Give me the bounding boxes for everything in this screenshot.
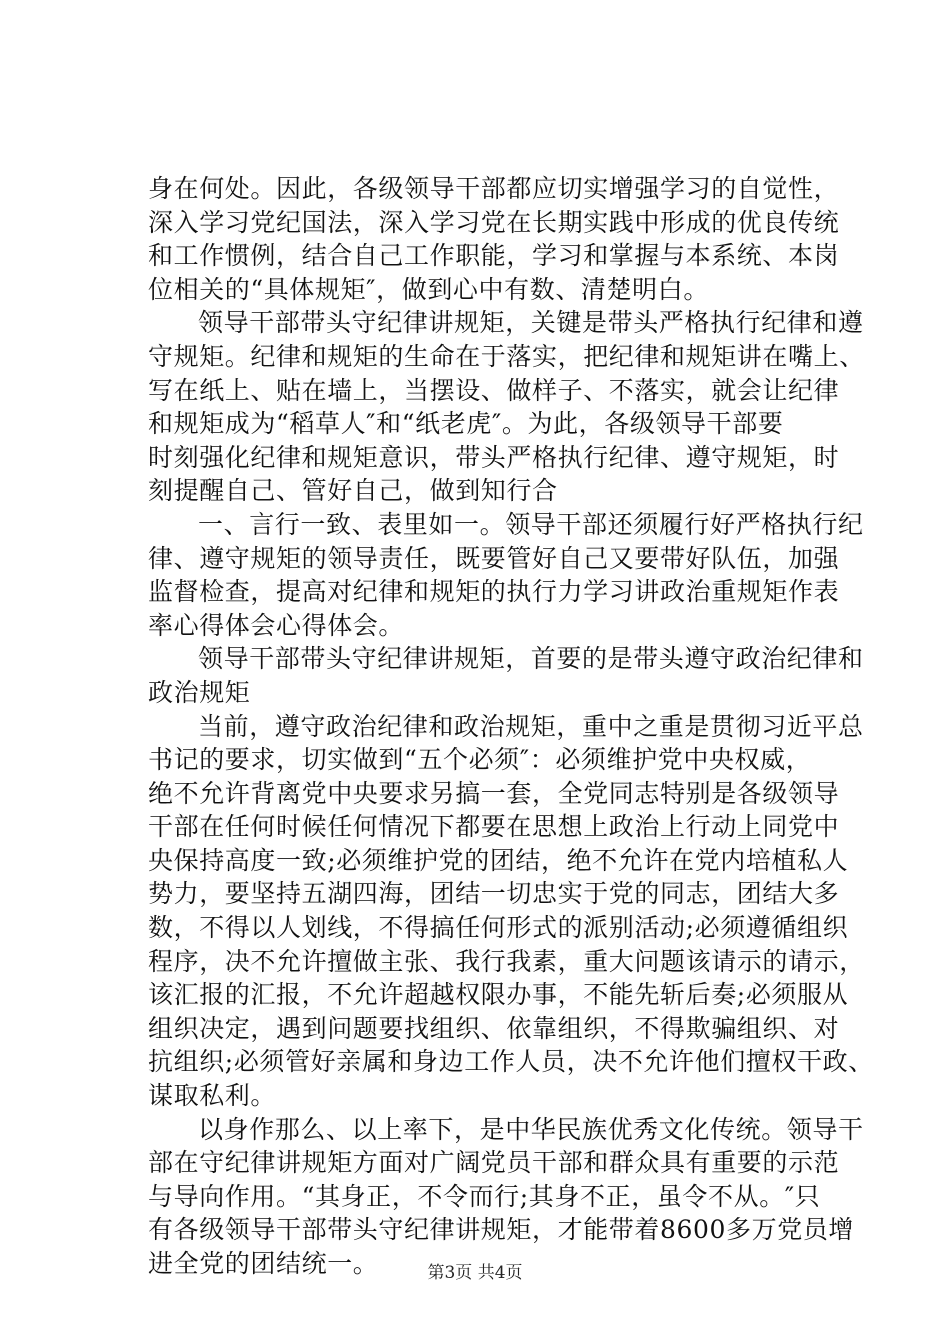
text-line: 数，不得以人划线，不得搞任何形式的派别活动;必须遵循组织 [148, 913, 849, 943]
text-line: 和工作惯例，结合自己工作职能，学习和掌握与本系统、本岗 [148, 241, 840, 271]
text-line: 该汇报的汇报，不允许超越权限办事，不能先斩后奏;必须服从 [148, 980, 849, 1010]
paragraph-first-line: 领导干部带头守纪律讲规矩，首要的是带头遵守政治纪律和 [198, 644, 864, 674]
text-line: 率心得体会心得体会。 [148, 610, 405, 640]
text-line: 组织决定，遇到问题要找组织、依靠组织，不得欺骗组织、对 [148, 1013, 840, 1043]
text-line: 程序，决不允许擅做主张、我行我素，重大问题该请示的请示， [148, 946, 865, 976]
text-line: 抗组织;必须管好亲属和身边工作人员，决不允许他们擅权干政、 [148, 1047, 874, 1077]
text-line: 写在纸上、贴在墙上，当摆设、做样子、不落实，就会让纪律 [148, 375, 840, 405]
paragraph-first-line: 当前，遵守政治纪律和政治规矩，重中之重是贯彻习近平总 [198, 711, 864, 741]
text-line: 干部在任何时候任何情况下都要在思想上政治上行动上同党中 [148, 812, 840, 842]
text-line: 央保持高度一致;必须维护党的团结，绝不允许在党内培植私人 [148, 845, 849, 875]
text-line: 监督检查，提高对纪律和规矩的执行力学习讲政治重规矩作表 [148, 577, 840, 607]
text-line: 有各级领导干部带头守纪律讲规矩，才能带着8600多万党员增 [148, 1215, 855, 1245]
text-line: 律、遵守规矩的领导责任，既要管好自己又要带好队伍，加强 [148, 543, 840, 573]
text-line: 进全党的团结统一。 [148, 1249, 379, 1278]
paragraph-first-line: 领导干部带头守纪律讲规矩，关键是带头严格执行纪律和遵 [198, 308, 864, 338]
text-line: 书记的要求，切实做到“五个必须″：必须维护党中央权威， [148, 745, 812, 775]
text-line: 深入学习党纪国法，深入学习党在长期实践中形成的优良传统 [148, 207, 840, 237]
text-line: 谋取私利。 [148, 1081, 277, 1111]
text-line: 和规矩成为“稻草人″和“纸老虎″。为此，各级领导干部要 [148, 409, 784, 439]
text-line: 刻提醒自己、管好自己，做到知行合 [148, 476, 558, 506]
text-line: 绝不允许背离党中央要求另搞一套，全党同志特别是各级领导 [148, 778, 840, 808]
text-line: 势力，要坚持五湖四海，团结一切忠实于党的同志，团结大多 [148, 879, 840, 909]
text-line: 时刻强化纪律和规矩意识，带头严格执行纪律、遵守规矩，时 [148, 442, 840, 472]
paragraph-first-line: 一、言行一致、表里如一。领导干部还须履行好严格执行纪 [198, 509, 864, 539]
text-line: 与导向作用。“其身正，不令而行;其身不正，虽令不从。″只 [148, 1181, 821, 1211]
text-line: 政治规矩 [148, 677, 251, 707]
text-line: 身在何处。因此，各级领导干部都应切实增强学习的自觉性， [148, 174, 840, 203]
page-number-footer: 第3页 共4页 [427, 1263, 523, 1283]
document-body [148, 172, 874, 1281]
text-line: 守规矩。纪律和规矩的生命在于落实，把纪律和规矩讲在嘴上、 [148, 341, 865, 371]
paragraph-first-line: 以身作那么、以上率下，是中华民族优秀文化传统。领导干 [198, 1114, 864, 1144]
text-line: 位相关的“具体规矩″，做到心中有数、清楚明白。 [148, 274, 709, 304]
text-line: 部在守纪律讲规矩方面对广阔党员干部和群众具有重要的示范 [148, 1148, 840, 1178]
